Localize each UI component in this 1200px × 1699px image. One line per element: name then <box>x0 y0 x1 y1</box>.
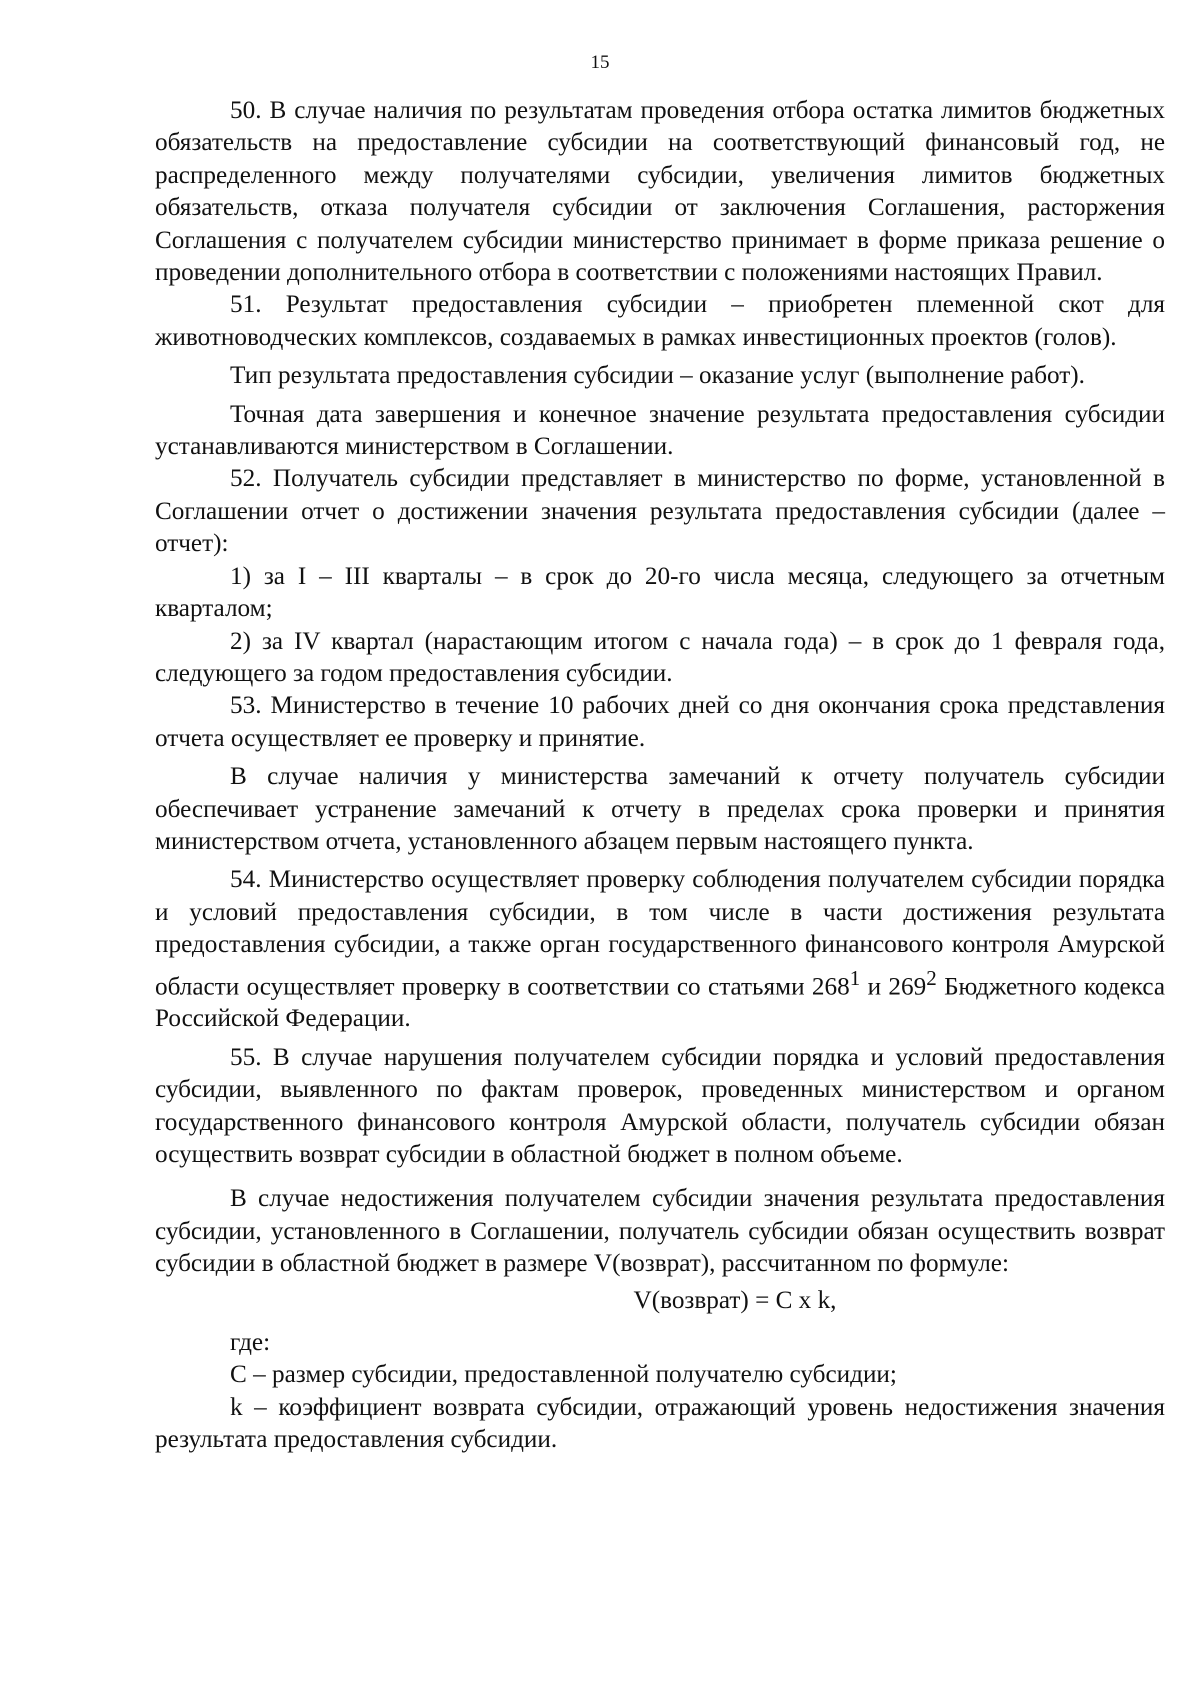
paragraph-result-date: Точная дата завершения и конечное значение результата предоставления субсидии устанавливаются министерством в Соглашении. <box>155 400 1165 461</box>
page-number: 15 <box>590 52 610 73</box>
paragraph-54-text-2: и 269 <box>860 972 927 1000</box>
paragraph-54-sup-1: 1 <box>849 965 861 990</box>
paragraph-54-text-3: Бюджетного кодекса Российской Федерации. <box>155 972 1166 1033</box>
paragraph-54-sup-2: 2 <box>926 965 937 990</box>
definition-c: C – размер субсидии, предоставленной получателю субсидии; <box>230 1361 897 1389</box>
document-body <box>155 95 1165 1457</box>
paragraph-51: 51. Результат предоставления субсидии – приобретен племенной скот для животноводческих комплексов, создаваемых в рамках инвестиционных проектов (голов). <box>155 291 1165 351</box>
formula-where: где: <box>230 1329 271 1357</box>
paragraph-52: 52. Получатель субсидии представляет в министерство по форме, установленной в Соглашении отчет о достижении значения результата предоставления субсидии (далее – отчет): <box>155 465 1165 558</box>
paragraph-result-type: Тип результата предоставления субсидии – оказание услуг (выполнение работ). <box>230 362 1085 390</box>
paragraph-54-text-1: 54. Министерство осуществляет проверку соблюдения получателем субсидии порядка и условий предоставления субсидии, в том числе в части достижения результата предоставления субсидии, а также орган государственного финансового контроля Амурской области осуществляет проверку в соответствии со статьями 268 <box>155 866 1165 1000</box>
paragraph-55: 55. В случае нарушения получателем субсидии порядка и условий предоставления субсидии, выявленного по фактам проверок, проведенных министерством и органом государственного финансового контроля Амурской области, получатель субсидии обязан осуществить возврат субсидии в областной бюджет в полном объеме. <box>155 1043 1165 1168</box>
formula: V(возврат) = C x k, <box>633 1286 837 1314</box>
paragraph-53-remarks: В случае наличия у министерства замечаний к отчету получатель субсидии обеспечивает устранение замечаний к отчету в пределах срока проверки и принятия министерством отчета, установленного абзацем первым настоящего пункта. <box>155 763 1165 855</box>
paragraph-52-item-1: 1) за I – III кварталы – в срок до 20-го числа месяца, следующего за отчетным кварталом; <box>155 562 1165 623</box>
paragraph-55-shortfall: В случае недостижения получателем субсидии значения результата предоставления субсидии, установленного в Соглашении, получатель субсидии обязан осуществить возврат субсидии в областной бюджет в размере V(возврат), рассчитанном по формуле: <box>155 1185 1165 1278</box>
paragraph-53: 53. Министерство в течение 10 рабочих дней со дня окончания срока представления отчета осуществляет ее проверку и принятие. <box>155 692 1165 752</box>
paragraph-54 <box>155 864 1165 1035</box>
paragraph-52-item-2: 2) за IV квартал (нарастающим итогом с начала года) – в срок до 1 февраля года, следующего за годом предоставления субсидии. <box>155 627 1165 687</box>
definition-k: k – коэффициент возврата субсидии, отражающий уровень недостижения значения результата предоставления субсидии. <box>155 1393 1165 1454</box>
paragraph-50: 50. В случае наличия по результатам проведения отбора остатка лимитов бюджетных обязательств на предоставление субсидии на соответствующий финансовый год, не распределенного между получателями субсидии, увеличения лимитов бюджетных обязательств, отказа получателя субсидии от заключения Соглашения, расторжения Соглашения с получателем субсидии министерство принимает в форме приказа решение о проведении дополнительного отбора в соответствии с положениями настоящих Правил. <box>155 97 1165 287</box>
